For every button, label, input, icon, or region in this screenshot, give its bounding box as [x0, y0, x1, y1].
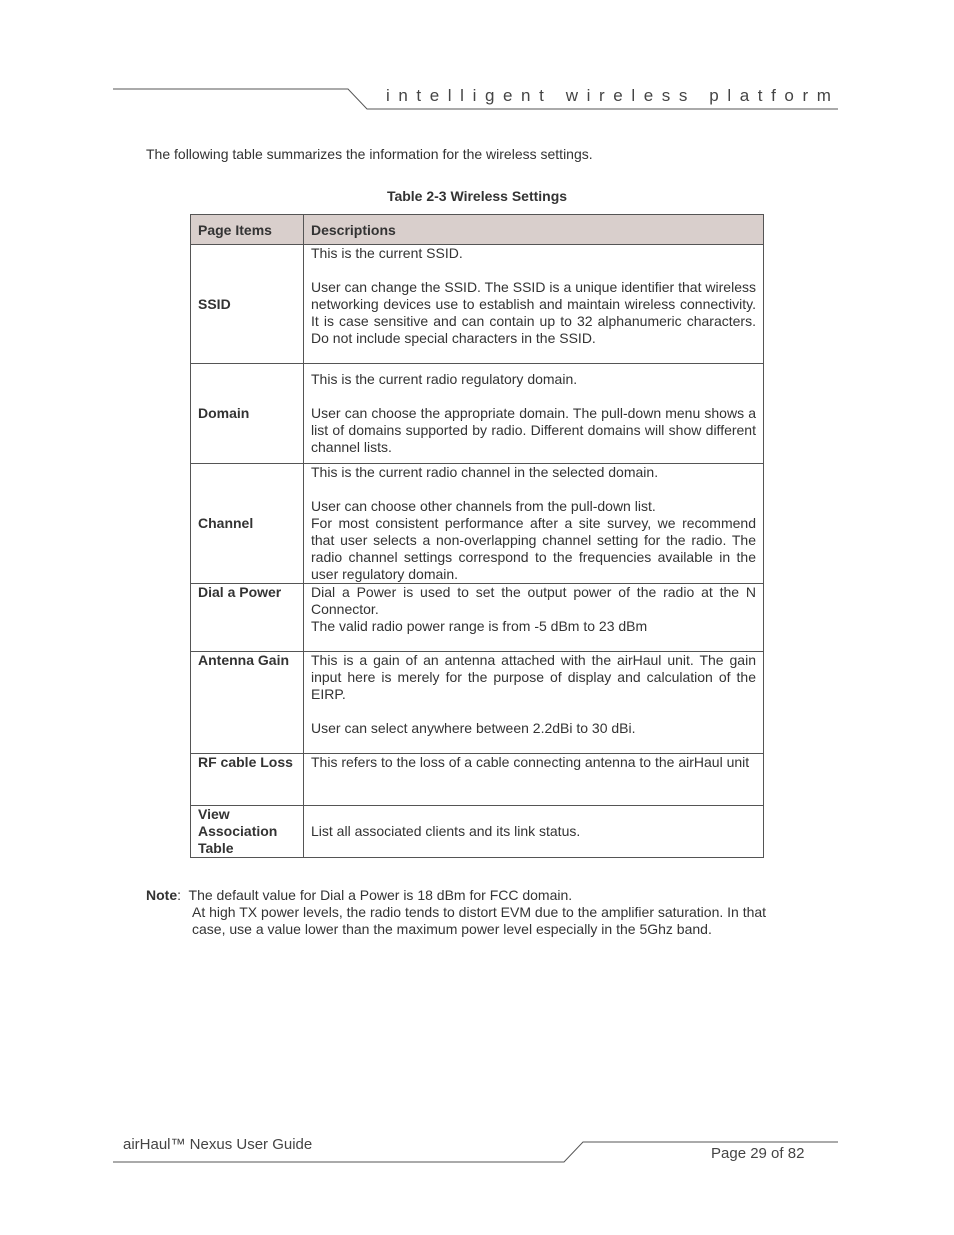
desc-text: This is the current radio regulatory domain. [311, 371, 578, 387]
desc-text: The valid radio power range is from -5 dBm to 23 dBm [311, 618, 648, 634]
table-caption: Table 2-3 Wireless Settings [386, 188, 568, 204]
note-label: Note [146, 887, 178, 903]
desc-text: User can choose the appropriate domain. The pull-down menu shows a list of domains supported by radio. Different domains will show different channel lists. [311, 405, 756, 455]
desc-domain [304, 364, 764, 464]
header-rule [0, 0, 954, 130]
table-row [191, 584, 764, 652]
table-row [191, 245, 764, 364]
desc-text: This refers to the loss of a cable connecting antenna to the airHaul unit [311, 754, 750, 770]
desc-view-association-table [304, 806, 764, 858]
desc-text: User can change the SSID. The SSID is a unique identifier that wireless networking devices use to establish and maintain wireless connectivity. It is case sensitive and can contain up to 32 alphanumeric characters. Do not include special characters in the SSID. [311, 279, 756, 346]
item-line: Association [198, 823, 278, 839]
desc-text: User can choose other channels from the pull-down list. [311, 498, 656, 514]
item-line: View [198, 806, 230, 822]
table-row [191, 806, 764, 858]
note-block: Note: The default value for Dial a Power is 18 dBm for FCC domain. At high TX power levels, the radio tends to distort EVM due to the amplifier saturation. In that case, use a value lower than the maximum power level especially in the 5Ghz band. [146, 887, 767, 937]
column-header-descriptions: Descriptions [304, 215, 764, 245]
desc-text: This is the current SSID. [311, 245, 463, 261]
note-line: case, use a value lower than the maximum power level especially in the 5Ghz band. [192, 921, 712, 937]
desc-text: List all associated clients and its link status. [311, 823, 581, 839]
desc-rf-cable-loss [304, 754, 764, 806]
table-row [191, 652, 764, 754]
desc-text: This is a gain of an antenna attached with the airHaul unit. The gain input here is merely for the purpose of display and calculation of the EIRP. [311, 652, 756, 702]
desc-text: This is the current radio channel in the selected domain. [311, 464, 659, 480]
item-ssid: SSID [191, 245, 304, 364]
item-view-association-table [191, 806, 304, 858]
table-row [191, 464, 764, 584]
table-row [191, 364, 764, 464]
desc-text: For most consistent performance after a site survey, we recommend that user selects a non-overlapping channel setting for the radio. The radio channel settings correspond to the frequencies available in the user regulatory domain. [311, 515, 756, 582]
column-header-page-items: Page Items [191, 215, 304, 245]
footer-guide-title: airHaul™ Nexus User Guide [123, 1136, 313, 1153]
desc-channel [304, 464, 764, 584]
intro-text: The following table summarizes the information for the wireless settings. [146, 146, 593, 162]
wireless-settings-table [190, 214, 764, 858]
table-header-row [191, 215, 764, 245]
note-line: At high TX power levels, the radio tends to distort EVM due to the amplifier saturation. In that [192, 904, 767, 920]
desc-text: Dial a Power is used to set the output power of the radio at the N Connector. [311, 584, 756, 617]
item-rf-cable-loss: RF cable Loss [191, 754, 304, 806]
desc-ssid [304, 245, 764, 364]
desc-text: User can select anywhere between 2.2dBi to 30 dBi. [311, 720, 636, 736]
item-channel: Channel [191, 464, 304, 584]
desc-antenna-gain [304, 652, 764, 754]
note-line: The default value for Dial a Power is 18 dBm for FCC domain. [188, 887, 573, 903]
table-row [191, 754, 764, 806]
header-tagline: intelligent wireless platform [386, 86, 840, 105]
item-antenna-gain: Antenna Gain [191, 652, 304, 754]
item-domain: Domain [191, 364, 304, 464]
footer-page-number: Page 29 of 82 [711, 1145, 805, 1162]
item-line: Table [198, 840, 234, 856]
item-dial-a-power: Dial a Power [191, 584, 304, 652]
desc-dial-a-power [304, 584, 764, 652]
